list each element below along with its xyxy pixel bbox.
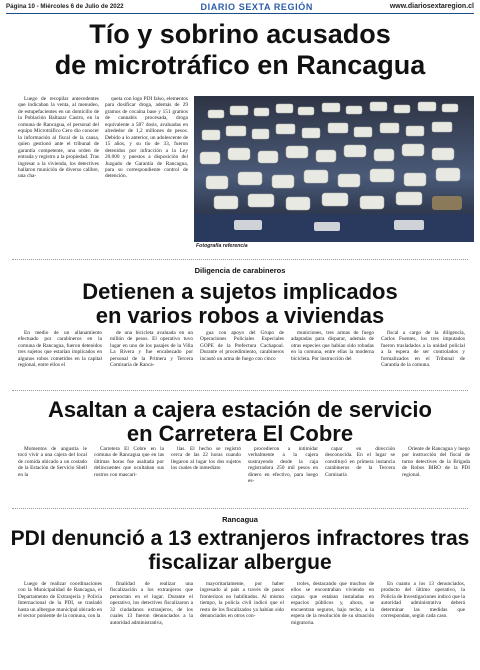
article2-column-4: municiones, tres armas de fuego adaptadas para disparar, además de otras especies que habían sido robadas en la comuna, entre ellas la moderna bicicleta. Por instrucción del <box>291 330 374 362</box>
website-link[interactable]: www.diariosextaregion.cl <box>389 3 474 10</box>
article4-column-2: finalidad de realizar una fiscalización a los extranjeros que pernoctan en el lugar. Durante el operativo, los detectives fiscalizaron a 32 ciudadanos extranjeros, de los cuales 13 fueron denunciados a la autoridad administrativa, <box>110 581 193 626</box>
article4-kicker: Rancagua <box>222 515 258 524</box>
article2-column-3: gua con apoyo del Grupo de Operaciones Policiales Especiales GOPE de la Prefectura Cachapoal. Durante el procedimiento, carabineros incautó un arma de fuego con cinco <box>200 330 284 362</box>
section-divider <box>12 390 468 391</box>
article4-column-1: Luego de realizar coordinaciones con la Municipalidad de Rancagua, el Departamento de Extranjería y Policía Internacional de la PDI, se trasladó hasta un albergue municipal ubicado en el sector poniente de la comuna, con la <box>18 581 102 620</box>
section-divider <box>12 259 468 260</box>
article4-headline: PDI denunció a 13 extranjeros infractores tras fiscalizar albergue <box>10 527 470 574</box>
page-header <box>6 0 474 14</box>
article4-column-4: troles, destacando que muchos de ellos se encontraban viviendo en carpas que estaban instaladas en espacios públicos y, ahora, se encuentran seguros, bajo techo, a la espera de la resolución de su situación migratoria. <box>291 581 374 626</box>
article2-headline: Detienen a sujetos implicados en varios robos a viviendas <box>82 279 398 328</box>
drug-seizure-photo <box>194 96 474 242</box>
article3-column-5: capar en dirección desconocida. En el lugar se constituyó en primera instancia carabineros de la Tercera Comisaría <box>325 446 395 478</box>
article1-headline: Tío y sobrino acusados de microtráfico en Rancagua <box>54 19 426 80</box>
article3-column-1: Momentos de angustia le tocó vivir a una cajera del local de comida ubicado a un costado de la Estación de Servicio Shell en la <box>18 446 87 478</box>
masthead: DIARIO SEXTA REGIÓN <box>200 1 313 12</box>
article2-kicker: Diligencia de carabineros <box>194 266 286 275</box>
section-divider <box>12 508 468 509</box>
article4-column-3: mayoritariamente, por haber ingresado al país a través de pasos fronterizos no habilitados. Al mismo tiempo, la policía civil indicó que el resto de los fiscalizados ya habían sido denunciados en otros con- <box>200 581 284 620</box>
article3-column-6: Oriente de Rancagua y luego por instrucción del fiscal de turno detectives de la Brigada de Robos BIRO de la PDI regional. <box>402 446 470 478</box>
article3-column-4: procedieron a intimidar verbalmente a la cajera sustrayendo desde la caja registradora 250 mil pesos en dinero en efectivo, para luego es- <box>248 446 318 485</box>
article2-column-2: de una bicicleta avaluada en un millón de pesos. El operativo tuvo lugar en uno de los pasajes de la Villa La Rivera y fue encabezado por personal de la Primera y Tercera Comisaría de Ranca- <box>110 330 193 369</box>
article2-column-1: En medio de un allanamiento efectuado por carabineros en la comuna de Rancagua, fueron detenidos tres sujetos que estarían implicados en algunos robos cometidos en la capital regional, entre ellos el <box>18 330 102 369</box>
article4-column-5: En cuanto a los 13 denunciados, producto del último operativo, la Policía de Investigaciones indicó que la autoridad administrativa deberá determinar las medidas que correspondan, según cada caso. <box>381 581 465 620</box>
article3-column-3: llas. El hecho se registró cerca de las 22 horas cuando llegaron al lugar los dos sujetos los cuales de inmediato <box>171 446 241 472</box>
article1-column-1: Luego de recopilar antecedentes que indicaban la venta, al menudeo, de estupefacientes en un domicilio de la Población Baltazar Castro, en la comuna de Rancagua, el personal del equipo Microtráfico Cero dio conocer la información al fiscal de la causa, quien gestionó ante el tribunal de garantía competente, una orden de entrada y registro a la propiedad. Tras ingresar a la vivienda, los detectives hallaron munición de diverso calibre, una cha- <box>18 96 99 180</box>
article2-column-5: fiscal a cargo de la diligencia, Carlos Fuentes, los tres imputados fueron trasladados a la unidad policial a la espera de ser controlados y formalizados en el Tribunal de Garantía de la comuna. <box>381 330 465 369</box>
photo-caption: Fotografía referencia <box>196 243 248 249</box>
article3-column-2: Carretera El Cobre en la comuna de Rancagua que en las últimas horas fue asaltada por delincuentes que ocultaban sus rostros con mascari- <box>94 446 164 478</box>
article3-headline: Asaltan a cajera estación de servicio en Carretera El Cobre <box>48 397 432 446</box>
page-date: Página 10 - Miércoles 6 de Julio de 2022 <box>6 3 124 10</box>
article1-column-2: queta con logo PDI falso, elementos para dosificar droga, además de 29 gramos de cocaína base y 151 gramos de cannabis procesada, droga equivalente a 587 dosis, avaluadas en alrededor de 1,2 millones de pesos. Debido a lo anterior, un adolescente de 15 años, y su tío de 33, fueron detenidos por infracción a la Ley 20.000 y puestos a disposición del Juzgado de Garantía de Rancagua, para su correspondiente control de detención. <box>105 96 188 180</box>
